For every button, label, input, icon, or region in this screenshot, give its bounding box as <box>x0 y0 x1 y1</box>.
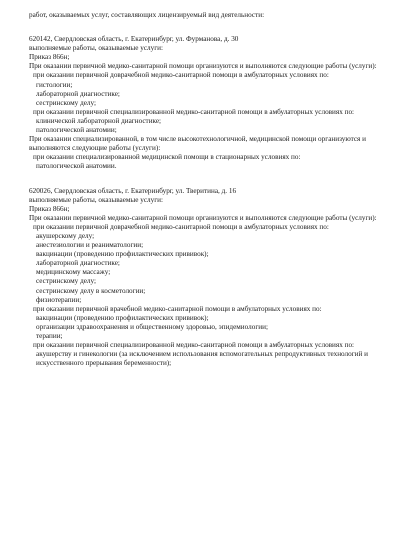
address-2: 620026, Свердловская область, г. Екатеринбург, ул. Тверитина, д. 16 <box>29 186 237 195</box>
intro-line: работ, оказываемых услуг, составляющих лицензируемый вид деятельности: <box>29 11 265 19</box>
list-item: вакцинации (проведению профилактических прививок); <box>36 250 209 259</box>
list-item: анестезиологии и реаниматологии; <box>36 241 144 250</box>
works-label-1: выполняемые работы, оказываемые услуги: <box>29 44 163 53</box>
list-item: медицинскому массажу; <box>36 268 111 277</box>
address-block-1 <box>29 35 380 171</box>
works-label-2: выполняемые работы, оказываемые услуги: <box>29 195 163 204</box>
list-item: акушерству и гинекологии (за исключением использования вспомогательных репродуктивных технологий и искусственного прерывания беременности); <box>36 350 369 368</box>
list-item: лабораторной диагностике; <box>36 259 120 268</box>
paragraph-2-1-sub: при оказании первичной доврачебной медико-санитарной помощи в амбулаторных условиях по: <box>33 222 329 231</box>
order-2: Приказ 866н; <box>29 204 70 213</box>
list-item: физиотерапии; <box>36 295 82 304</box>
address-block-2 <box>29 187 380 369</box>
list-item: лабораторной диагностике; <box>36 89 120 98</box>
paragraph-1-1: При оказании первичной медико-санитарной помощи организуются и выполняются следующие работы (услуги): <box>29 62 377 71</box>
paragraph-2-3-sub: при оказании первичной специализированной медико-санитарной помощи в амбулаторных условиях по: <box>33 341 355 350</box>
list-item: патологической анатомии. <box>36 162 117 171</box>
paragraph-1-2: при оказании первичной специализированной медико-санитарной помощи в амбулаторных условиях по: <box>33 107 355 116</box>
list-item: сестринскому делу в косметологии; <box>36 286 146 295</box>
paragraph-2-1: При оказании первичной медико-санитарной помощи организуются и выполняются следующие работы (услуги): <box>29 213 377 222</box>
list-item: сестринскому делу; <box>36 98 96 107</box>
address-1: 620142, Свердловская область, г. Екатеринбург, ул. Фурманова, д. 30 <box>29 35 239 44</box>
list-item: патологической анатомии; <box>36 126 117 135</box>
order-1: Приказ 866н; <box>29 53 70 62</box>
list-item: акушерскому делу; <box>36 231 95 240</box>
list-item: гистологии; <box>36 80 73 89</box>
paragraph-1-1-sub: при оказании первичной доврачебной медико-санитарной помощи в амбулаторных условиях по: <box>33 71 329 80</box>
paragraph-1-3: При оказании специализированной, в том числе высокотехнологичной, медицинской помощи организуются и выполняются следующие работы (услуги): <box>29 135 367 153</box>
list-item: вакцинации (проведению профилактических прививок); <box>36 313 209 322</box>
paragraph-2-2-sub: при оказании первичной врачебной медико-санитарной помощи в амбулаторных условиях по: <box>33 304 322 313</box>
list-item: организации здравоохранения и общественному здоровью, эпидемиологии; <box>36 322 268 331</box>
list-item: сестринскому делу; <box>36 277 96 286</box>
list-item: клинической лабораторной диагностике; <box>36 116 162 125</box>
paragraph-1-3-sub: при оказании специализированной медицинской помощи в стационарных условиях по: <box>33 153 301 162</box>
list-item: терапии; <box>36 332 63 340</box>
